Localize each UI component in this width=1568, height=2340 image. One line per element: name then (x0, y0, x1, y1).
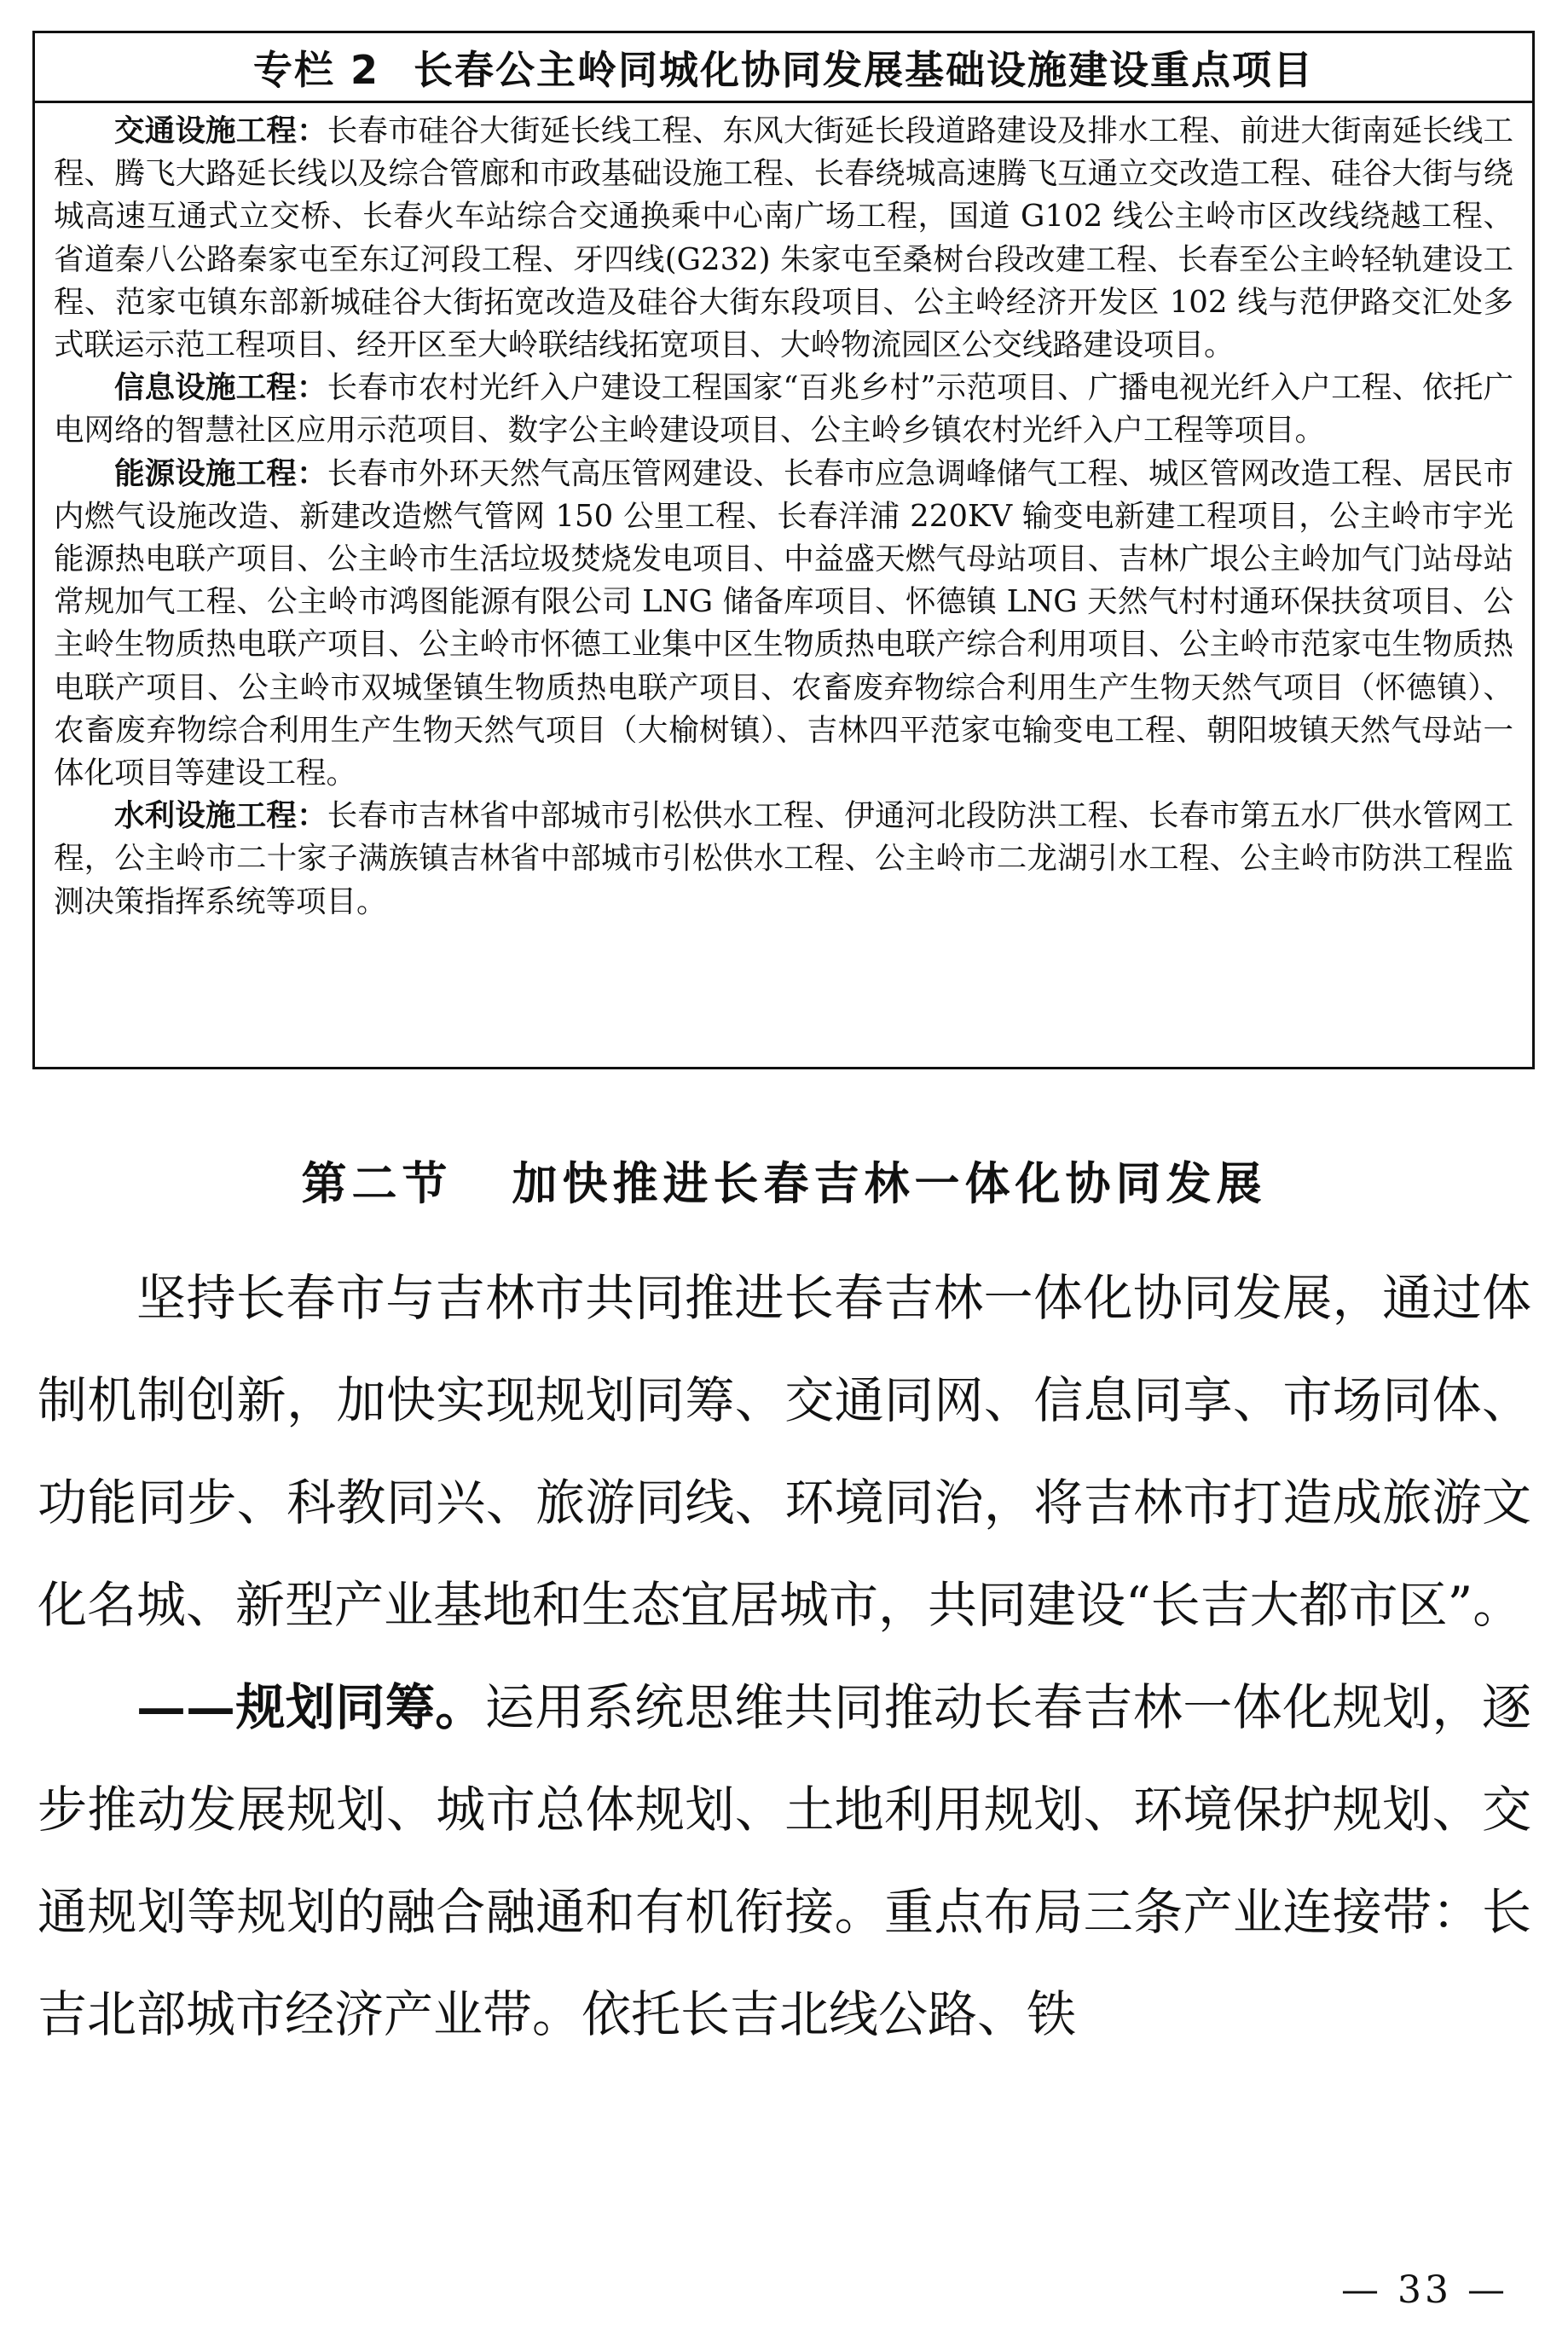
page-number: — 33 — (1341, 2268, 1508, 2312)
box-section-energy (54, 453, 1513, 796)
box-title-label: 专栏 2 (252, 46, 380, 93)
box-section-water (54, 795, 1513, 924)
box-section-lead: 能源设施工程： (114, 455, 327, 491)
body-paragraph: 坚持长春市与吉林市共同推进长春吉林一体化协同发展，通过体制机制创新，加快实现规划同筹、交通同网、信息同享、市场同体、功能同步、科教同兴、旅游同线、环境同治，将吉林市打造成旅游文化名城、新型产业基地和生态宜居城市，共同建设“长吉大都市区”。 (38, 1269, 1531, 1634)
section-heading (0, 1148, 1568, 1213)
box-title-text: 长春公主岭同城化协同发展基础设施建设重点项目 (414, 46, 1315, 93)
body-paragraph (38, 1656, 1531, 2065)
box-title (35, 33, 1532, 103)
box-section-lead: 信息设施工程： (114, 370, 327, 406)
special-column-box (32, 31, 1535, 1069)
paragraph-text: 运用系统思维共同推动长春吉林一体化规划，逐步推动发展规划、城市总体规划、土地利用规划、环境保护规划、交通规划等规划的融合融通和有机衔接。重点布局三条产业连接带：长吉北部城市经济产业带。依托长吉北线公路、铁 (38, 1678, 1531, 2043)
box-section-lead: 交通设施工程： (114, 113, 327, 148)
paragraph-lead: ——规划同筹。 (136, 1678, 485, 1736)
box-section-lead: 水利设施工程： (114, 798, 327, 834)
body-text (38, 1247, 1531, 2065)
section-title: 加快推进长春吉林一体化协同发展 (512, 1157, 1267, 1210)
box-section-text: 长春市农村光纤入户建设工程国家“百兆乡村”示范项目、广播电视光纤入户工程、依托广电网络的智慧社区应用示范项目、数字公主岭建设项目、公主岭乡镇农村光纤入户工程等项目。 (54, 370, 1513, 449)
box-section-text: 长春市外环天然气高压管网建设、长春市应急调峰储气工程、城区管网改造工程、居民市内燃气设施改造、新建改造燃气管网 150 公里工程、长春洋浦 220KV 输变电新建工程项目，公主岭市宇光能源热电联产项目、公主岭市生活垃圾焚烧发电项目、中益盛天燃气母站项目、吉林广垠公主岭加气门站母站常规加气工程、公主岭市鸿图能源有限公司 LNG 储备库项目、怀德镇 LNG 天然气村村通环保扶贫项目、公主岭生物质热电联产项目、公主岭市怀德工业集中区生物质热电联产综合利用项目、公主岭市范家屯生物质热电联产项目、公主岭市双城堡镇生物质热电联产项目、农畜废弃物综合利用生产生物天然气项目（怀德镇）、农畜废弃物综合利用生产生物天然气项目（大榆树镇）、吉林四平范家屯输变电工程、朝阳坡镇天然气母站一体化项目等建设工程。 (54, 455, 1513, 791)
box-section-information (54, 367, 1513, 452)
section-number: 第二节 (301, 1157, 453, 1210)
box-section-text: 长春市硅谷大街延长线工程、东风大街延长段道路建设及排水工程、前进大街南延长线工程、腾飞大路延长线以及综合管廊和市政基础设施工程、长春绕城高速腾飞互通立交改造工程、硅谷大街与绕城高速互通式立交桥、长春火车站综合交通换乘中心南广场工程，国道 G102 线公主岭市区改线绕越工程、省道秦八公路秦家屯至东辽河段工程、牙四线(G232) 朱家屯至桑树台段改建工程、长春至公主岭轻轨建设工程、范家屯镇东部新城硅谷大街拓宽改造及硅谷大街东段项目、公主岭经济开发区 102 线与范伊路交汇处多式联运示范工程项目、经开区至大岭联结线拓宽项目、大岭物流园区公交线路建设项目。 (54, 113, 1513, 363)
box-body (35, 103, 1532, 924)
box-section-transport (54, 110, 1513, 367)
box-section-text: 长春市吉林省中部城市引松供水工程、伊通河北段防洪工程、长春市第五水厂供水管网工程，公主岭市二十家子满族镇吉林省中部城市引松供水工程、公主岭市二龙湖引水工程、公主岭市防洪工程监测决策指挥系统等项目。 (54, 798, 1513, 919)
